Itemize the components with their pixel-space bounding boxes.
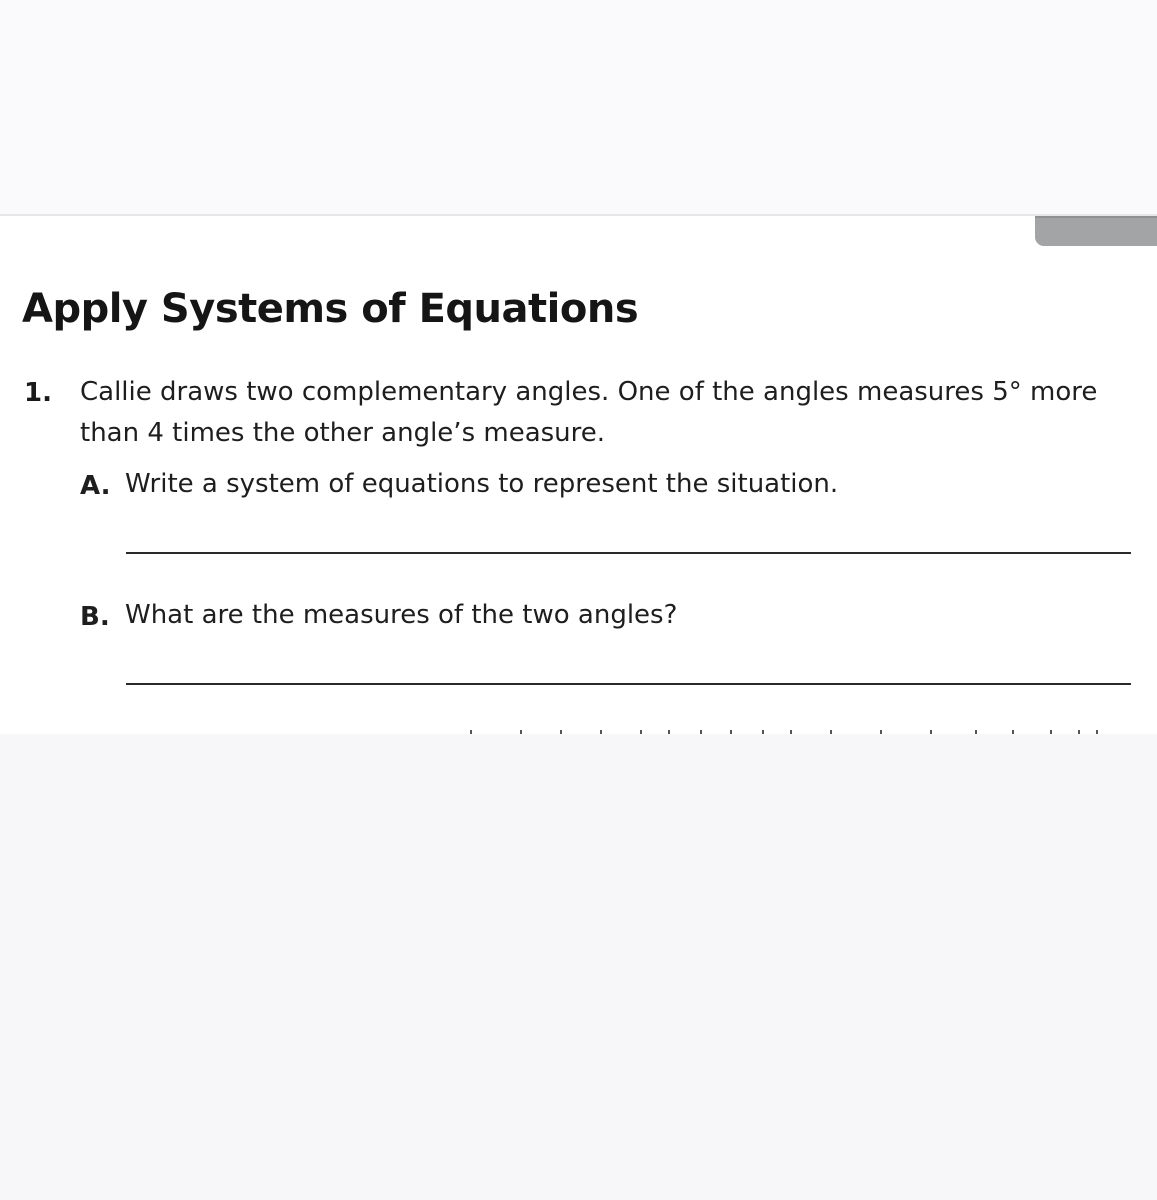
part-a-letter: A. (80, 471, 111, 501)
section-title: Apply Systems of Equations (22, 286, 639, 332)
answer-line-b[interactable] (126, 683, 1131, 685)
worksheet-page (0, 216, 1157, 734)
question-text: Callie draws two complementary angles. One of the angles measures 5° more than 4 times the other angle’s measure. (80, 377, 1098, 448)
part-a-prompt: Write a system of equations to represent the situation. (125, 469, 839, 499)
part-b-prompt: What are the measures of the two angles? (125, 600, 678, 630)
blank-bottom-area (0, 734, 1157, 1200)
part-b-letter: B. (80, 602, 110, 632)
answer-line-a[interactable] (126, 552, 1131, 554)
corner-tab (1035, 216, 1157, 246)
question-number: 1. (24, 378, 52, 408)
blank-top-area (0, 0, 1157, 214)
